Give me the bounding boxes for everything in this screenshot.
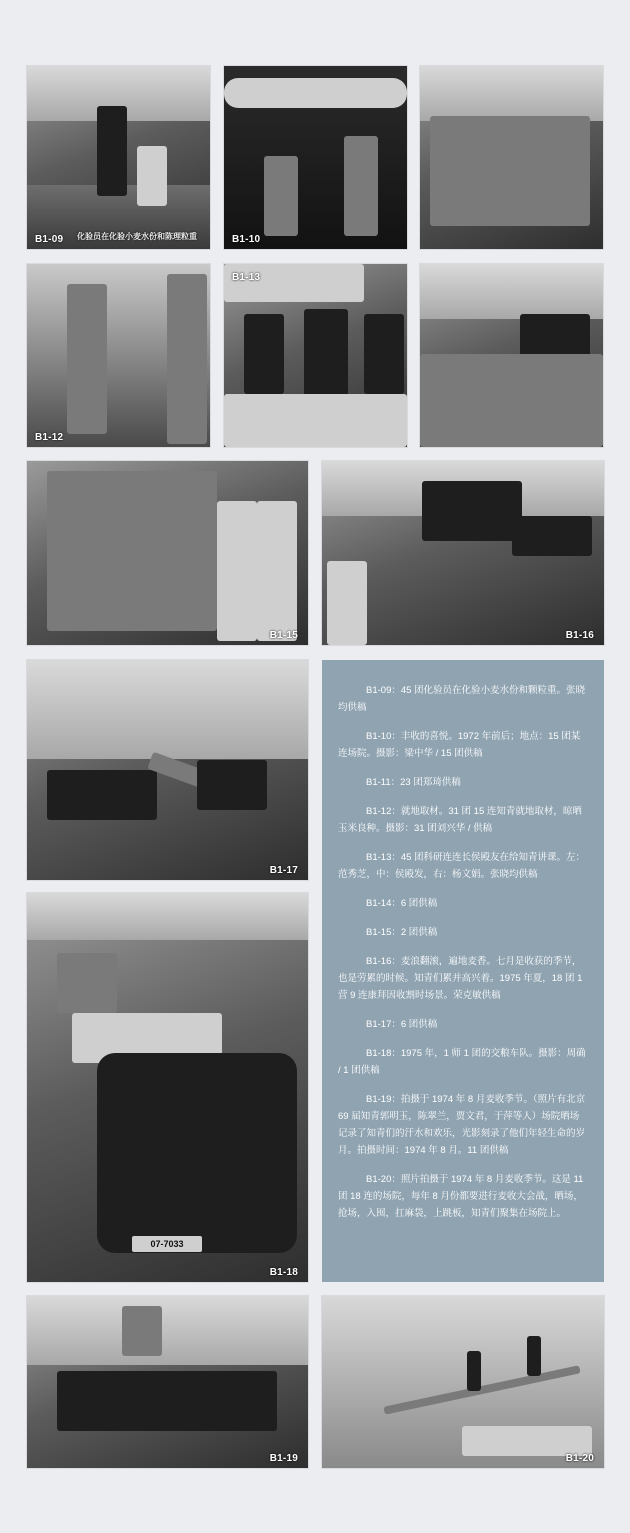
caption-b1-17: B1-17：6 团供稿 — [366, 1019, 438, 1030]
photo-sky — [420, 66, 603, 121]
photo-b1-17 — [27, 660, 308, 880]
corn-stacks — [430, 116, 590, 226]
figure — [257, 501, 297, 641]
figure — [244, 314, 284, 394]
caption-b1-11: B1-11：23 团郑琦供稿 — [366, 777, 461, 788]
photo-b1-14 — [420, 264, 603, 447]
caption-b1-14: B1-14：6 团供稿 — [366, 898, 438, 909]
photo-label: B1-20 — [565, 1453, 594, 1464]
tractor — [512, 516, 592, 556]
caption-b1-15: B1-15：2 团供稿 — [366, 927, 438, 938]
license-plate — [132, 1236, 202, 1252]
sacks — [420, 354, 603, 447]
photo-sky — [27, 1296, 308, 1365]
figure — [97, 106, 127, 196]
photo-label: B1-17 — [269, 865, 298, 876]
corn-pile — [224, 394, 407, 447]
photo-b1-18 — [27, 893, 308, 1282]
truck — [97, 1053, 297, 1253]
tower — [122, 1306, 162, 1356]
plank — [383, 1365, 580, 1414]
tree — [167, 274, 207, 444]
figure — [467, 1351, 481, 1391]
photo-label: B1-15 — [269, 630, 298, 641]
photo-sky — [27, 893, 308, 940]
photo-label: B1-13 — [232, 272, 261, 283]
figure — [264, 156, 298, 236]
machine — [47, 471, 217, 631]
photo-sky — [420, 264, 603, 319]
photo-b1-09 — [27, 66, 210, 249]
photo-b1-10 — [224, 66, 407, 249]
tractor — [197, 760, 267, 810]
caption-b1-10: B1-10：丰收的喜悦。1972 年前后；地点：15 团某连场院。摄影：梁中华 / 15 团供稿 — [338, 731, 581, 759]
photo-label: B1-12 — [35, 432, 64, 443]
photo-label: B1-16 — [565, 630, 594, 641]
trailer — [47, 770, 157, 820]
caption-panel — [322, 660, 604, 1282]
figure — [327, 561, 367, 645]
caption-b1-12: B1-12：就地取材。31 团 15 连知青就地取材，晾晒玉米良种。摄影：31 团刘兴华 / 供稿 — [338, 806, 582, 834]
tree — [67, 284, 107, 434]
corn-hanging — [224, 264, 364, 302]
sacks — [462, 1426, 592, 1456]
figure — [344, 136, 378, 236]
photo-label: B1-10 — [232, 234, 261, 245]
figure — [364, 314, 404, 394]
sack — [137, 146, 167, 206]
crowd — [57, 1371, 277, 1431]
caption-b1-13: B1-13：45 团科研连连长侯殿友在给知青讲课。左：范秀芝，中：侯殿发，右：杨文娟。张晓均供稿 — [338, 852, 586, 880]
photo-caption-overlay: 化验员在化验小麦水份和陈理粒重 — [77, 231, 197, 241]
photo-b1-20 — [322, 1296, 604, 1468]
caption-b1-18: B1-18：1975 年，1 师 1 团的交粮车队。摄影：周确 / 1 团供稿 — [338, 1048, 586, 1076]
photo-label: B1-18 — [269, 1267, 298, 1278]
caption-b1-19: B1-19：拍摄于 1974 年 8 月麦收季节。（照片有北京 69 届知青郭明玉，陈翠兰，贾文君，于萍等人）场院晒场记录了知青们的汗水和欢乐，光影刻录了他们年轻生命的岁月。拍摄时间：1974 年 8 月。11 团供稿 — [338, 1094, 586, 1156]
photo-b1-12 — [27, 264, 210, 447]
combine-harvester — [422, 481, 522, 541]
caption-b1-16: B1-16：麦浪翻滚，遍地麦香。七月是收获的季节，也是劳累的时候。知青们累并高兴着。1975 年夏，18 团 1 营 9 连康拜因收割时场景。荣克敏供稿 — [338, 956, 583, 1001]
truck — [520, 314, 590, 359]
figure — [304, 309, 348, 399]
photo-b1-16 — [322, 461, 604, 645]
caption-b1-09: B1-09：45 团化验员在化验小麦水份和颗粒重。张晓均供稿 — [338, 685, 586, 713]
photo-b1-15 — [27, 461, 308, 645]
corn-hanging — [224, 78, 407, 108]
figure — [527, 1336, 541, 1376]
photo-label: B1-19 — [269, 1453, 298, 1464]
truck — [57, 953, 117, 1013]
photo-b1-19 — [27, 1296, 308, 1468]
photo-b1-13 — [224, 264, 407, 447]
photo-b1-11 — [420, 66, 603, 249]
photo-sky — [27, 660, 308, 759]
license-plate-text: 07-7033 — [150, 1239, 184, 1249]
figure — [217, 501, 257, 641]
photo-label: B1-09 — [35, 234, 64, 245]
caption-b1-20: B1-20：照片拍摄于 1974 年 8 月麦收季节。这是 11 团 18 连的场院，每年 8 月份都要进行麦收大会战，晒场，抢场，入囤，扛麻袋，上跳板，知青们聚集在场院上。 — [338, 1174, 584, 1219]
